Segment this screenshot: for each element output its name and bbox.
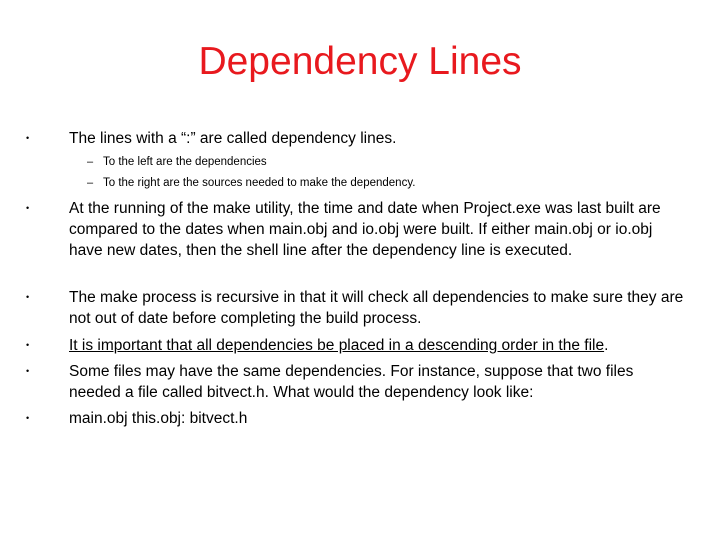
bullet-text-5: Some files may have the same dependencies. For instance, suppose that two files needed a file called bitvect.h. What would the dependency look like: bbox=[69, 363, 634, 401]
bullet-text-6: main.obj this.obj: bitvect.h bbox=[69, 410, 248, 427]
bullet-icon: • bbox=[26, 366, 30, 376]
bullet-icon: • bbox=[26, 203, 30, 213]
bullet-text-1: The lines with a “:” are called dependency lines. bbox=[69, 130, 397, 147]
bullet-text-3: The make process is recursive in that it will check all dependencies to make sure they are not out of date before completing the build process. bbox=[69, 289, 684, 327]
dash-icon: – bbox=[87, 177, 94, 189]
bullet-icon: • bbox=[26, 292, 30, 302]
dash-icon: – bbox=[87, 156, 94, 168]
bullet-icon: • bbox=[26, 413, 30, 423]
sub-bullet-text-1: To the left are the dependencies bbox=[103, 156, 267, 168]
bullet-text-2: At the running of the make utility, the time and date when Project.exe was last built are compared to the dates when main.obj and io.obj were built. If either main.obj or io.obj have new dates, then the shell line after the dependency line is executed. bbox=[69, 200, 661, 259]
bullet-text-4 bbox=[69, 335, 689, 356]
bullet-icon: • bbox=[26, 133, 30, 143]
bullet-text-4-suffix: . bbox=[604, 337, 609, 354]
sub-bullet-text-2: To the right are the sources needed to make the dependency. bbox=[103, 177, 416, 189]
bullet-icon: • bbox=[26, 340, 30, 350]
slide-title: Dependency Lines bbox=[198, 40, 522, 83]
emphasized-text: It is important that all dependencies be placed in a descending order in the file bbox=[69, 337, 605, 354]
